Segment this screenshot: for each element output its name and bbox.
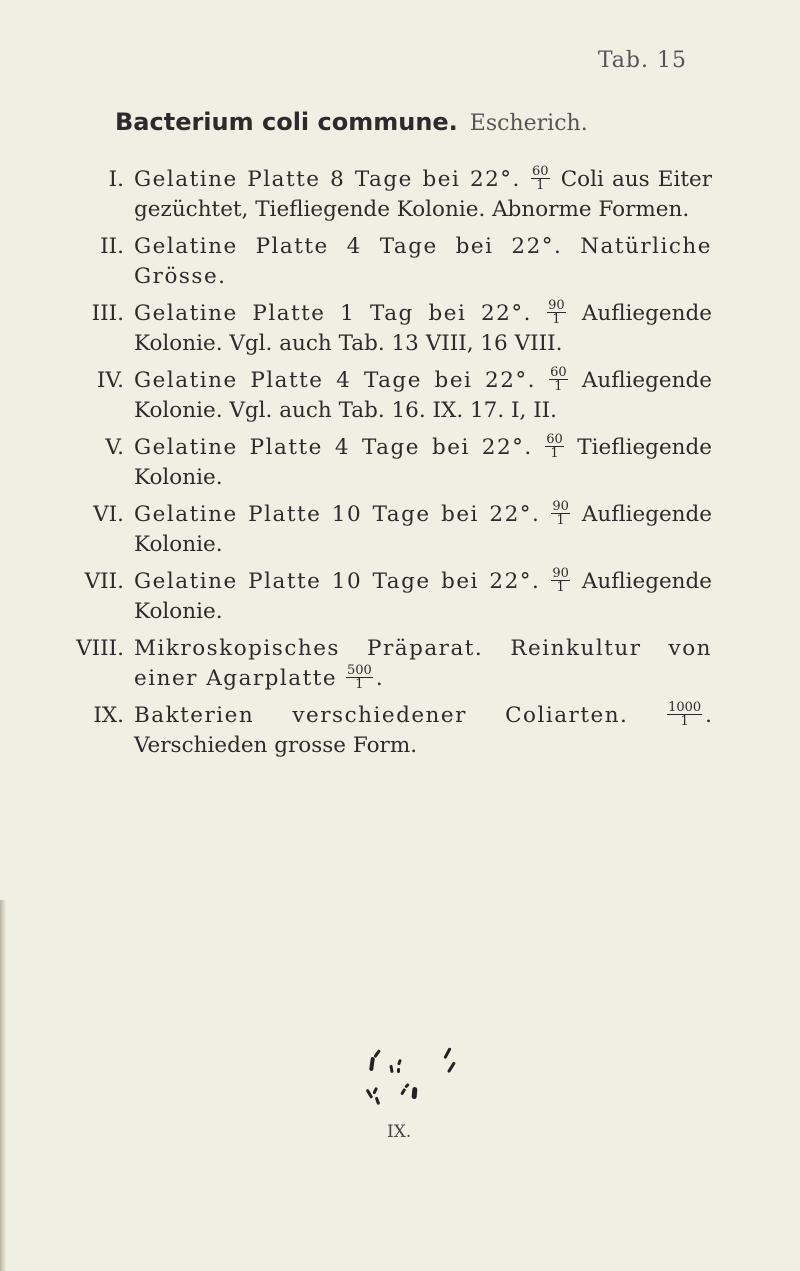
entry-description: Bakterien verschiedener Coliarten. xyxy=(134,703,629,728)
entry-number: IX. xyxy=(93,703,124,728)
legend-entry-4 xyxy=(62,366,712,426)
bacterium-rod xyxy=(375,1097,381,1106)
legend-entry-3 xyxy=(62,299,712,359)
bacterium-rod xyxy=(397,1059,402,1066)
figure-caption: IX. xyxy=(387,1122,412,1142)
legend-entry-2 xyxy=(62,232,712,292)
entry-number: VII. xyxy=(84,569,124,594)
magnification xyxy=(346,664,373,691)
legend-entry-8: VIII. Mikroskopisches Präparat. Reinkultur von einer Agarplatte $\frac{500}{1}$ . xyxy=(62,634,712,694)
magnification xyxy=(551,500,570,527)
bacterium-rod xyxy=(366,1089,374,1099)
bacterium-rod xyxy=(397,1068,400,1073)
legend-entry-5 xyxy=(62,433,712,493)
entry-number: I. xyxy=(108,167,124,192)
entry-number: VIII. xyxy=(76,636,124,661)
bacterium-rod xyxy=(372,1087,378,1095)
bacterium-rod xyxy=(443,1047,451,1059)
magnification-numerator: 90 xyxy=(552,565,569,581)
magnification-numerator: 60 xyxy=(550,364,567,380)
magnification-denominator: 1 xyxy=(680,713,689,729)
entry-description: Gelatine Platte 8 Tage bei 22°. xyxy=(134,167,521,192)
magnification xyxy=(547,299,566,326)
magnification-numerator: 60 xyxy=(532,163,549,179)
magnification-denominator: 1 xyxy=(355,676,364,692)
species-name: Bacterium coli commune. xyxy=(115,108,458,136)
bacterium-rod xyxy=(447,1061,456,1073)
magnification-denominator: 1 xyxy=(536,177,545,193)
entry-description: Gelatine Platte 10 Tage bei 22°. xyxy=(134,569,541,594)
magnification-numerator: 60 xyxy=(546,431,563,447)
entry-note: Aufliegende Kolonie. xyxy=(134,569,713,624)
magnification-numerator: 90 xyxy=(548,297,565,313)
entry-description: Gelatine Platte 4 Tage bei 22°. xyxy=(134,435,533,460)
page-edge-shadow xyxy=(0,900,6,1271)
magnification-denominator: 1 xyxy=(554,378,563,394)
legend-entry-7 xyxy=(62,567,712,627)
entry-number: II. xyxy=(100,234,124,259)
entry-description: Gelatine Platte 1 Tag bei 22°. xyxy=(134,301,532,326)
author-name: Escherich. xyxy=(469,111,588,136)
magnification-numerator: 90 xyxy=(552,498,569,514)
magnification xyxy=(545,433,564,460)
plate-legend-list xyxy=(62,165,712,768)
entry-description: Gelatine Platte 4 Tage bei 22°. Natürliche Grösse. xyxy=(134,234,712,289)
entry-note: Aufliegende Kolonie. Vgl. auch Tab. 13 VIII, 16 VIII. xyxy=(134,301,712,356)
bacterium-rod xyxy=(373,1049,381,1058)
magnification-numerator: 1000 xyxy=(668,699,702,715)
entry-note: Tiefliegende Kolonie. xyxy=(134,435,712,490)
bacterium-rod xyxy=(400,1088,406,1096)
magnification xyxy=(531,165,550,192)
magnification-denominator: 1 xyxy=(556,579,565,595)
page-title xyxy=(115,108,588,136)
magnification-denominator: 1 xyxy=(550,445,559,461)
entry-note: Verschieden grosse Form. xyxy=(134,733,418,758)
magnification-numerator: 500 xyxy=(346,662,372,678)
magnification-denominator: 1 xyxy=(556,512,565,528)
entry-description: Gelatine Platte 10 Tage bei 22°. xyxy=(134,502,541,527)
bacteria-rods xyxy=(366,1047,456,1105)
entry-note: Coli aus Eiter gezüchtet, Tiefliegende Kolonie. Abnorme Formen. xyxy=(134,167,712,222)
legend-entry-1 xyxy=(62,165,712,225)
entry-note: Aufliegende Kolonie. xyxy=(134,502,713,557)
magnification xyxy=(549,366,568,393)
entry-description: Gelatine Platte 4 Tage bei 22°. xyxy=(134,368,537,393)
bacterium-rod xyxy=(369,1057,375,1071)
entry-number: VI. xyxy=(93,502,124,527)
bacterium-rod xyxy=(411,1087,417,1099)
legend-entry-9: IX. Bakterien verschiedener Coliarten. $\frac{1000}{1}$ . Verschieden grosse Form. xyxy=(62,701,712,761)
entry-note: Aufliegende Kolonie. Vgl. auch Tab. 16. IX. 17. I, II. xyxy=(134,368,712,423)
entry-description: Mikroskopisches Präparat. Reinkultur von einer Agarplatte xyxy=(134,636,712,691)
magnification xyxy=(551,567,570,594)
entry-number: III. xyxy=(91,301,124,326)
entry-number: V. xyxy=(105,435,124,460)
page-number: Tab. 15 xyxy=(597,48,687,73)
bacterium-rod xyxy=(404,1083,410,1089)
bacterium-rod xyxy=(389,1065,393,1073)
magnification-denominator: 1 xyxy=(552,311,561,327)
legend-entry-6 xyxy=(62,500,712,560)
entry-number: IV. xyxy=(96,368,124,393)
magnification xyxy=(667,701,702,728)
bacteria-figure xyxy=(360,1043,470,1113)
